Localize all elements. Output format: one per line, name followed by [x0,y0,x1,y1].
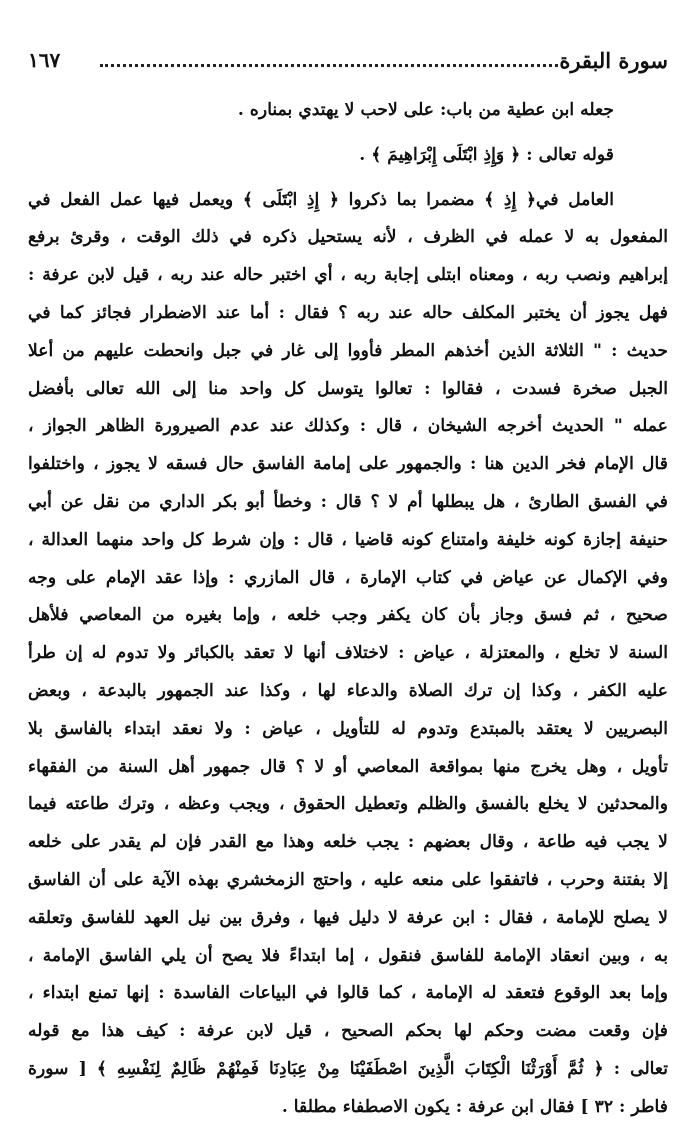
text-line: لا يصلح للإمامة ، فقال : ابن عرفة لا دليل فيها ، وفرق بين نيل العهد للفاسق وتعلقه [28,907,668,928]
page-header [28,40,668,80]
page-number: ١٦٧ [28,48,61,72]
text-line: في الفسق الطارئ ، هل يبطلها أم لا ؟ قال : وخطأ أبو بكر الداري من نقل عن أبي [28,491,668,512]
text-line: به ، وبين انعقاد الإمامة للفاسق فنقول ، إما ابتداءً فلا يصح أن يلي الفاسق الإمامة ، [28,945,668,966]
text-line: حنيفة إجازة كونه خليفة وامتناع كونه قاضيا ، قال : وإن شرط كل واحد منهما العدالة ، [28,529,668,550]
paragraph-gap [28,130,668,137]
text-line: تعالى : ﴿ ثُمَّ أَوْرَثْنَا الْكِتَابَ الَّذِينَ اصْطَفَيْنَا مِنْ عِبَادِنَا فَمِنْهُمْ ظَالِمٌ لِنَفْسِهِ ﴾ [ سورة [28,1058,668,1079]
text-line: البصريين لا يعتقد بالمبتدع وتدوم له للتأويل ، عياض : ولا نعقد ابتداء بالفاسق بلا [28,718,668,739]
text-line: قال الإمام فخر الدين هنا : والجمهور على إمامة الفاسق حال فسقه لا يجوز ، واختلفوا [28,454,668,475]
text-line: الجبل صخرة فسدت ، فقالوا : تعالوا يتوسل كل واحد منا إلى الله تعالى بأفضل [28,378,668,399]
text-line: عمله " الحديث أخرجه الشيخان ، قال : وكذلك عند عدم الصيرورة الظاهر الجواز ، [28,416,668,437]
dotted-leader [100,64,558,67]
page-body [28,92,668,1127]
text-line: إلا بفتنة وحرب ، فاتفقوا على منعه عليه ، واحتج الزمخشري بهذه الآية على أن الفاسق [28,869,668,890]
text-line: جعله ابن عطية من باب: على لاحب لا يهتدي بمناره . [237,100,614,120]
text-line: السنة لا تخلع ، والمعتزلة ، عياض : لاختلاف أنها لا تعقد بالكبائر ولا تدوم له إن طرأ [28,643,668,664]
text-line: وفي الإكمال عن عياض في كتاب الإمارة ، قال المازري : وإذا عقد الإمام على وجه [28,567,668,588]
text-line: والمحدثين لا يخلع بالفسق والظلم وتعطيل الحقوق ، ويجب وعظه ، وترك طاعته فيما [28,794,668,815]
text-line: قوله تعالى : ﴿ وَإِذِ ابْتَلَى إِبْرَاهِيمَ ﴾ . [359,144,614,165]
paragraph-gap [28,175,668,182]
text-line: حديث : " الثلاثة الذين أخذهم المطر فأووا إلى غار في جبل وانحطت عليهم من أعلا [28,340,668,361]
text-line: المفعول به لا عمله في الظرف ، لأنه يستحيل ذكره في ذلك الوقت ، وقرئ برفع [28,227,668,248]
text-line: إبراهيم ونصب ربه ، ومعناه ابتلى إجابة ربه ، أي اختبر حاله عند ربه ، قيل لابن عرفة : [28,265,668,286]
text-line: وإما بعد الوقوع فتعقد له الإمامة ، كما قالوا في البياعات الفاسدة : إنها تمنع ابتداء ، [28,983,668,1004]
text-line: تأويل ، وهل يخرج منها بمواقعة المعاصي أو لا ؟ قال جمهور أهل السنة من الفقهاء [28,756,668,777]
text-line: صحيح ، ثم فسق وجاز بأن كان يكفر وجب خلعه ، وإما بغيره من المعاصي فلأهل [28,605,668,626]
surah-title: سورة البقرة [559,48,668,73]
text-line: فإن وقعت مضت وحكم لها بحكم الصحيح ، قيل لابن عرفة : كيف هذا مع قوله [28,1021,668,1042]
text-line: فهل يجوز أن يختبر المكلف حاله عند ربه ؟ فقال : أما عند الاضطرار فجائز كما في [28,302,668,323]
text-line: عليه الكفر ، وكذا إن ترك الصلاة والدعاء لها ، وكذا عند الجمهور بالبدعة ، وبعض [28,680,668,701]
text-line: العامل في﴿ إِذِ ﴾ مضمرا بما ذكروا ﴿ إِذِ ابْتَلَى ﴾ ويعمل فيها عمل الفعل في [28,189,614,210]
text-line: فاطر : ٣٢ ] فقال ابن عرفة : يكون الاصطفاء مطلقا . [281,1096,668,1117]
text-line: لا يجب فيه طاعة ، وقال بعضهم : يجب خلعه وهذا مع القدر فإن لم يقدر على خلعه [28,832,668,853]
